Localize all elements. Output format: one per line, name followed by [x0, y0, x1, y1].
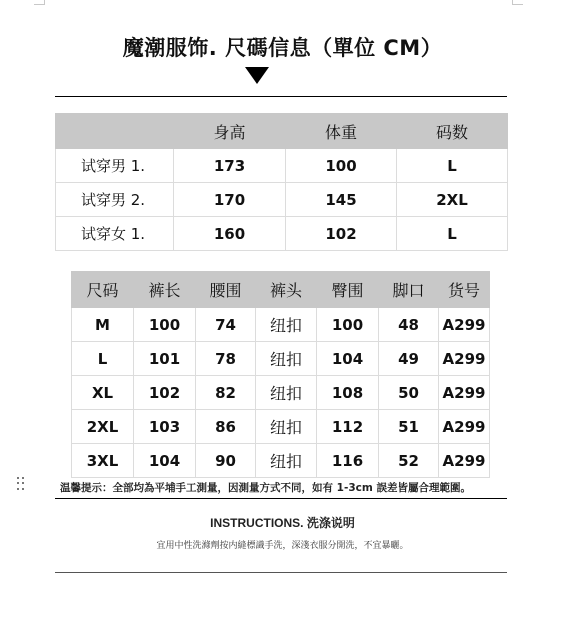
size-cell: 2XL	[397, 183, 508, 217]
closure-cell: 纽扣	[256, 444, 317, 478]
model-name-cell: 试穿女 1.	[56, 217, 174, 251]
height-cell: 160	[174, 217, 286, 251]
leg-opening-cell: 50	[379, 376, 439, 410]
table-row	[72, 410, 490, 444]
waist-cell: 78	[196, 342, 256, 376]
height-cell: 170	[174, 183, 286, 217]
item-number-cell: A299	[439, 308, 490, 342]
table-row	[56, 149, 508, 183]
model-name-cell: 试穿男 2.	[56, 183, 174, 217]
item-number-cell: A299	[439, 410, 490, 444]
down-arrow-icon	[245, 67, 269, 84]
header-cell: 码数	[397, 114, 508, 149]
instructions-text: 宜用中性洗滌劑按内縫標識手洗，深淺衣服分開洗，不宜暴曬。	[156, 541, 409, 551]
header-cell: 裤长	[134, 272, 196, 308]
leg-opening-cell: 48	[379, 308, 439, 342]
size-cell: L	[397, 217, 508, 251]
table-header-row	[56, 114, 508, 149]
waist-cell: 90	[196, 444, 256, 478]
weight-cell: 145	[286, 183, 397, 217]
item-number-cell: A299	[439, 376, 490, 410]
closure-cell: 纽扣	[256, 308, 317, 342]
length-cell: 103	[134, 410, 196, 444]
table-header-row	[72, 272, 490, 308]
size-cell: M	[72, 308, 134, 342]
header-cell: 体重	[286, 114, 397, 149]
header-cell: 货号	[439, 272, 490, 308]
waist-cell: 74	[196, 308, 256, 342]
model-fit-table	[55, 113, 508, 251]
header-cell: 臀围	[317, 272, 379, 308]
page-title: 魔潮服饰. 尺碼信息（單位 CM）	[122, 36, 443, 60]
header-cell: 腰围	[196, 272, 256, 308]
leg-opening-cell: 49	[379, 342, 439, 376]
model-name-cell: 试穿男 1.	[56, 149, 174, 183]
waist-cell: 86	[196, 410, 256, 444]
header-cell: 身高	[174, 114, 286, 149]
closure-cell: 纽扣	[256, 410, 317, 444]
length-cell: 101	[134, 342, 196, 376]
closure-cell: 纽扣	[256, 376, 317, 410]
divider-middle	[55, 498, 507, 499]
instructions-title: INSTRUCTIONS. 洗涤说明	[210, 516, 355, 530]
leg-opening-cell: 51	[379, 410, 439, 444]
height-cell: 173	[174, 149, 286, 183]
header-cell: 尺码	[72, 272, 134, 308]
size-chart-table	[71, 271, 490, 478]
drag-handle-icon[interactable]	[17, 477, 25, 491]
size-cell: XL	[72, 376, 134, 410]
page-corner-mark-right	[512, 0, 523, 5]
length-cell: 102	[134, 376, 196, 410]
table-row	[56, 217, 508, 251]
hip-cell: 112	[317, 410, 379, 444]
measurement-note: 温馨提示：全部均為平埔手工測量，因測量方式不同，如有 1-3cm 誤差皆屬合理範圍。	[60, 482, 471, 494]
item-number-cell: A299	[439, 444, 490, 478]
header-cell	[56, 114, 174, 149]
length-cell: 100	[134, 308, 196, 342]
size-cell: 2XL	[72, 410, 134, 444]
page-corner-mark-left	[34, 0, 45, 5]
length-cell: 104	[134, 444, 196, 478]
item-number-cell: A299	[439, 342, 490, 376]
header-cell: 脚口	[379, 272, 439, 308]
closure-cell: 纽扣	[256, 342, 317, 376]
leg-opening-cell: 52	[379, 444, 439, 478]
table-row	[72, 376, 490, 410]
waist-cell: 82	[196, 376, 256, 410]
hip-cell: 108	[317, 376, 379, 410]
hip-cell: 100	[317, 308, 379, 342]
table-row	[56, 183, 508, 217]
table-row	[72, 308, 490, 342]
size-cell: 3XL	[72, 444, 134, 478]
table-row	[72, 444, 490, 478]
size-cell: L	[397, 149, 508, 183]
hip-cell: 104	[317, 342, 379, 376]
hip-cell: 116	[317, 444, 379, 478]
divider-bottom	[55, 572, 507, 573]
weight-cell: 100	[286, 149, 397, 183]
table-row	[72, 342, 490, 376]
size-cell: L	[72, 342, 134, 376]
weight-cell: 102	[286, 217, 397, 251]
header-cell: 裤头	[256, 272, 317, 308]
divider-top	[55, 96, 507, 97]
